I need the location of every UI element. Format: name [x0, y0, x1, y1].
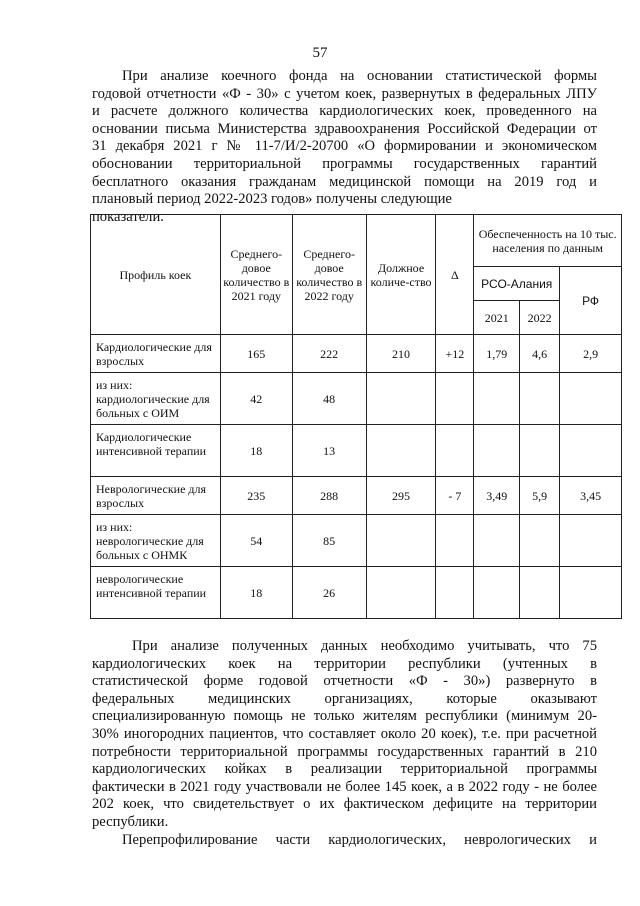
cell-delta: [436, 567, 474, 619]
text-line: 202 коек, что свидетельствует о их фактическом дефиците на территории: [92, 796, 597, 813]
cell-delta: [436, 373, 474, 425]
cell-provision-2021: [474, 515, 520, 567]
text-line: основании письма Министерства здравоохранения Российской Федерации от: [92, 120, 597, 137]
text-line: годовой отчетности «Ф - 30» с учетом коек, развернутых в федеральных ЛПУ: [92, 85, 597, 102]
cell-provision-2021: [474, 425, 520, 477]
cell-due: [366, 373, 436, 425]
header-profile: Профиль коек: [91, 215, 221, 335]
cell-avg-2022: 26: [292, 567, 366, 619]
cell-provision-rf: [560, 515, 622, 567]
beds-table: [90, 214, 622, 619]
cell-profile: из них: неврологические для больных с ОНМК: [91, 515, 221, 567]
cell-provision-2021: [474, 567, 520, 619]
cell-provision-2021: [474, 373, 520, 425]
cell-due: 295: [366, 477, 436, 515]
cell-provision-2022: [520, 567, 560, 619]
header-due: Должное количе-ство: [366, 215, 436, 335]
text-line: и расчете должного количества кардиологических коек, проведенного на: [92, 103, 597, 120]
cell-provision-2022: [520, 515, 560, 567]
header-delta: Δ: [436, 215, 474, 335]
cell-avg-2021: 18: [220, 425, 292, 477]
table-row: [91, 567, 622, 619]
cell-provision-2022: 4,6: [520, 335, 560, 373]
cell-avg-2021: 235: [220, 477, 292, 515]
header-rf: РФ: [560, 267, 622, 335]
cell-provision-rf: 3,45: [560, 477, 622, 515]
text-line: плановый период 2022-2023 годов» получены следующие: [92, 191, 452, 208]
text-line: обосновании территориальной программы государственных гарантий: [92, 155, 597, 172]
text-line: При анализе коечного фонда на основании статистической формы: [122, 68, 597, 84]
table-row: [91, 425, 622, 477]
header-provision: Обеспеченность на 10 тыс. населения по данным: [474, 215, 622, 267]
cell-due: [366, 425, 436, 477]
cell-due: 210: [366, 335, 436, 373]
cell-delta: - 7: [436, 477, 474, 515]
cell-avg-2022: 222: [292, 335, 366, 373]
table-row: [91, 515, 622, 567]
cell-avg-2022: 85: [292, 515, 366, 567]
table-row: [91, 477, 622, 515]
cell-provision-2021: 1,79: [474, 335, 520, 373]
header-year-2021: 2021: [474, 301, 520, 335]
header-year-2022: 2022: [520, 301, 560, 335]
cell-provision-2022: [520, 373, 560, 425]
cell-provision-rf: [560, 373, 622, 425]
text-line: кардиологических коек на территории республики (учтенных в: [92, 655, 597, 672]
analysis-paragraph: [92, 638, 597, 849]
cell-delta: +12: [436, 335, 474, 373]
header-avg-2022: Среднего-довое количество в 2022 году: [292, 215, 366, 335]
text-line: кардиологических койках в реализации территориальной программы: [92, 761, 597, 778]
text-line: 31 декабря 2021 г № 11-7/И/2-20700 «О формировании и экономическом: [92, 138, 597, 155]
cell-avg-2021: 18: [220, 567, 292, 619]
text-line: специализированную помощь не только жителям республики (минимум 20-: [92, 708, 597, 725]
cell-profile: Кардиологические для взрослых: [91, 335, 221, 373]
cell-provision-rf: 2,9: [560, 335, 622, 373]
text-line: фактически в 2021 году участвовали не более 145 коек, а в 2022 году - не более: [92, 778, 597, 795]
cell-avg-2021: 42: [220, 373, 292, 425]
cell-provision-2022: [520, 425, 560, 477]
cell-profile: неврологические интенсивной терапии: [91, 567, 221, 619]
text-line: потребности территориальной программы государственных гарантий в 210: [92, 743, 597, 760]
page-number: 57: [312, 45, 328, 61]
cell-avg-2021: 54: [220, 515, 292, 567]
text-line: бесплатного оказания гражданам медицинской помощи на 2019 год и: [92, 173, 597, 190]
cell-due: [366, 515, 436, 567]
table-row: [91, 335, 622, 373]
cell-profile: из них: кардиологические для больных с ОИМ: [91, 373, 221, 425]
text-line: При анализе полученных данных необходимо учитывать, что 75: [132, 638, 597, 654]
cell-delta: [436, 425, 474, 477]
text-line: статистической форме годовой отчетности «Ф - 30») развернуто в: [92, 673, 597, 690]
cell-provision-2022: 5,9: [520, 477, 560, 515]
cell-avg-2022: 288: [292, 477, 366, 515]
cell-profile: Неврологические для взрослых: [91, 477, 221, 515]
text-line: 30% иногородних пациентов, что составляет около 20 коек), т.е. при расчетной: [92, 725, 597, 742]
header-rso-alania: РСО-Алания: [474, 267, 560, 301]
text-line: Перепрофилирование части кардиологических, неврологических и: [122, 831, 597, 848]
cell-provision-2021: 3,49: [474, 477, 520, 515]
cell-due: [366, 567, 436, 619]
cell-profile: Кардиологические интенсивной терапии: [91, 425, 221, 477]
cell-avg-2021: 165: [220, 335, 292, 373]
intro-paragraph: [92, 68, 597, 226]
text-line: показатели.: [92, 208, 164, 225]
text-line: федеральных медицинских организациях, которые оказывают: [92, 690, 597, 707]
cell-delta: [436, 515, 474, 567]
cell-provision-rf: [560, 567, 622, 619]
cell-avg-2022: 13: [292, 425, 366, 477]
table-row: [91, 373, 622, 425]
text-line: республики.: [92, 813, 169, 830]
cell-provision-rf: [560, 425, 622, 477]
cell-avg-2022: 48: [292, 373, 366, 425]
header-avg-2021: Среднего-довое количество в 2021 году: [220, 215, 292, 335]
